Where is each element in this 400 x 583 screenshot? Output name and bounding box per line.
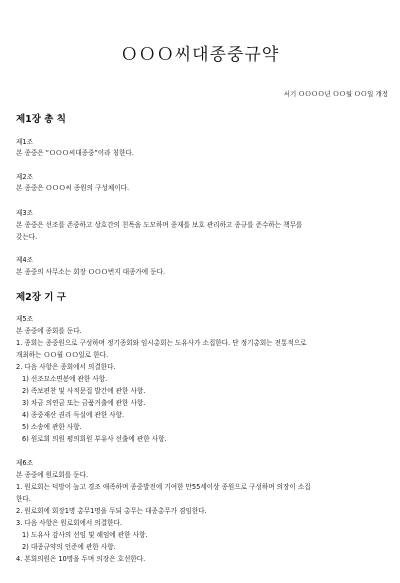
- article-5-subitem: 6) 원로회 의원 평의회원 부유사 선출에 관한 사항.: [22, 435, 167, 443]
- article-5-item2: 2. 다음 사항은 종회에서 의결한다.: [16, 363, 116, 371]
- article-6-item4: 4. 본회의원은 10명을 두며 의장은 호선한다.: [16, 555, 146, 563]
- article-4-text: 본 종중의 사무소는 회장 ＯＯＯ번지 대종가에 둔다.: [16, 268, 166, 276]
- chapter-2-heading: 제2장 기 구: [16, 292, 66, 303]
- article-5-intro: 본 종중에 종회를 둔다.: [16, 327, 82, 335]
- article-1-text: 본 종중은 “ＯＯＯ씨대종중”이라 칭한다.: [16, 149, 134, 157]
- article-3-text-line1: 본 종중은 선조를 존중하고 상호간의 친목을 도모하며 종재를 보호 관리하고 종규를 준수하는 책무를: [16, 221, 303, 229]
- article-1-number: 제1조: [16, 138, 33, 146]
- article-6-item1-line1: 1. 원로회는 덕망이 높고 경조 애족하며 종중발전에 기여한 만55세이상 종원으로 구성하며 의장이 소집: [16, 483, 311, 491]
- document-title: ＯＯＯ씨대종중규약: [120, 45, 280, 65]
- article-3-text-line2: 갖는다.: [16, 233, 38, 241]
- article-5-subitem: 2) 족보편찬 및 사적문집 발간에 관한 사항.: [22, 387, 146, 395]
- chapter-1-heading: 제1장 총 칙: [16, 114, 66, 125]
- article-6-subitem: 2) 대종규약의 인준에 관한 사항.: [22, 543, 116, 551]
- article-6-item1-line2: 한다.: [16, 495, 31, 503]
- revision-date: 서기 ＯＯＯＯ년 ＯＯ월 ＯＯ일 개정: [283, 90, 388, 98]
- article-5-number: 제5조: [16, 315, 33, 323]
- article-2-number: 제2조: [16, 173, 33, 181]
- article-5-subitem: 4) 종중재산 권리 득실에 관한 사항.: [22, 411, 125, 419]
- article-6-number: 제6조: [16, 459, 33, 467]
- article-6-subitem: 1) 도유사 감사의 선임 및 해임에 관한 사항.: [22, 531, 148, 539]
- article-6-item2: 2. 원로회에 회장1명 총무1명을 두되 총무는 대종총무가 겸임한다.: [16, 507, 207, 515]
- article-5-subitem: 1) 선조묘소면봉에 관한 사항.: [22, 375, 108, 383]
- article-2-text: 본 종중은 ＯＯＯ씨 종원의 구성체이다.: [16, 184, 130, 192]
- article-5-subitem: 3) 차금 의연금 또는 금품거출에 관한 사항.: [22, 399, 146, 407]
- article-5-subitem: 5) 소송에 관한 사항.: [22, 423, 82, 431]
- article-4-number: 제4조: [16, 256, 33, 264]
- article-3-number: 제3조: [16, 209, 33, 217]
- article-5-item1-line2: 개최하는 ＯＯ월 ＯＯ일로 한다.: [16, 351, 109, 359]
- article-6-intro: 본 종중에 원로회를 둔다.: [16, 471, 89, 479]
- article-6-item3: 3. 다음 사항은 원로회에서 의결한다.: [16, 519, 122, 527]
- article-5-item1-line1: 1. 종회는 종중원으로 구성하며 정기종회와 임시총회는 도유사가 소집한다. 단 정기총회는 전통적으로: [16, 339, 307, 347]
